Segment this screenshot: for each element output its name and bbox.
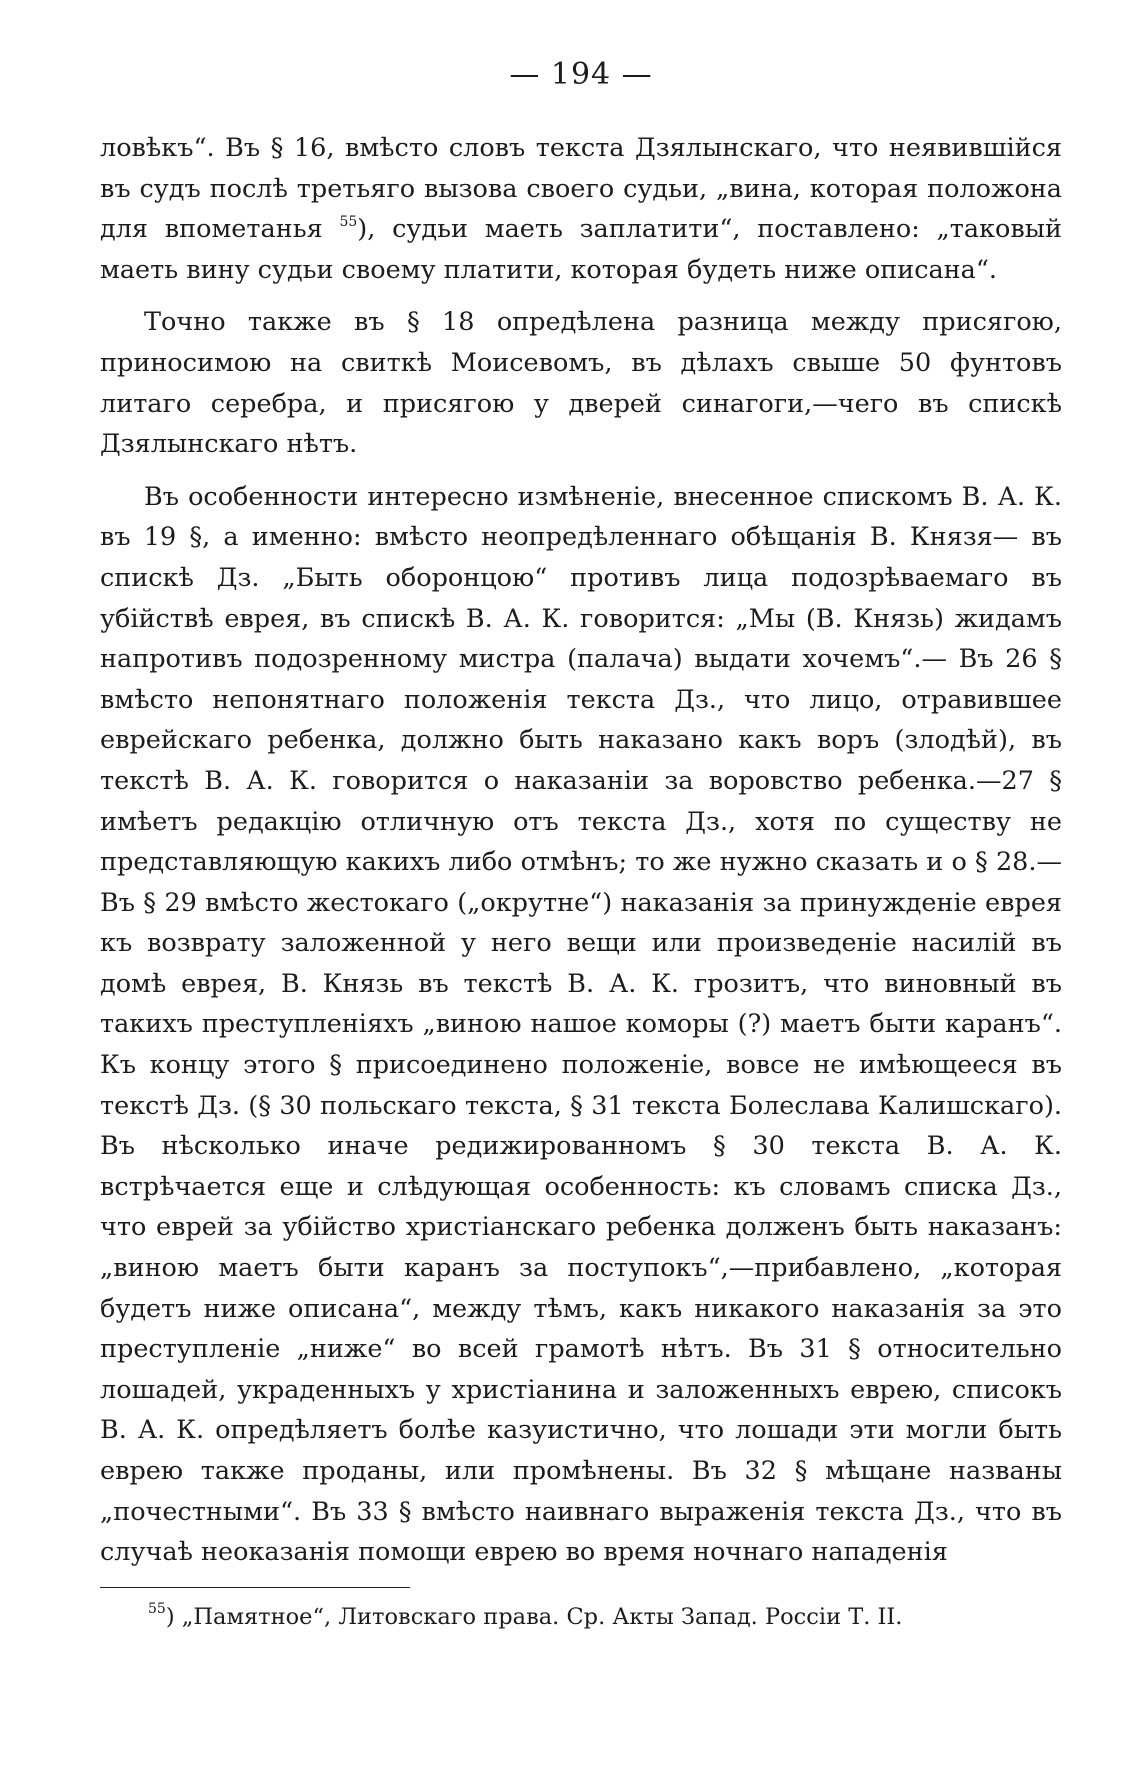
page-number: — 194 —: [509, 57, 653, 92]
paragraph-section-18: Точно также въ § 18 опредѣлена разница между присягою, приносимою на свиткѣ Моисевомъ, въ дѣлахъ свыше 50 фунтовъ литаго серебра, и присягою у дверей синагоги,—чего въ спискѣ Дзялынскаго нѣтъ.: [100, 307, 1062, 460]
footnote: [100, 1602, 1062, 1632]
footnote-divider: [100, 1587, 410, 1588]
footnote-text: ) „Памятное“, Литовскаго права. Ср. Акты Запад. Россіи Т. II.: [165, 1603, 903, 1630]
paragraph-changes: Въ особенности интересно измѣненіе, внесенное спискомъ В. А. К. въ 19 §, а именно: вмѣсто неопредѣленнаго обѣщанія В. Князя— въ спискѣ Дз. „Быть оборонцою“ противъ лица подозрѣваемаго въ убійствѣ еврея, въ спискѣ В. А. К. говорится: „Мы (В. Князь) жидамъ напротивъ подозренному мистра (палача) выдати хочемъ“.— Въ 26 § вмѣсто непонятнаго положенія текста Дз., что лицо, отравившее еврейскаго ребенка, должно быть наказано какъ воръ (злодѣй), въ текстѣ В. А. К. говорится о наказаніи за воровство ребенка.—27 § имѣетъ редакцію отличную отъ текста Дз., хотя по существу не представляющую какихъ либо отмѣнъ; то же нужно сказать и о § 28.—Въ § 29 вмѣсто жестокаго („окрутне“) наказанія за принужденіе еврея къ возврату заложенной у него вещи или произведеніе насилій въ домѣ еврея, В. Князь въ текстѣ В. А. К. грозитъ, что виновный въ такихъ преступленіяхъ „виною нашое коморы (?) маетъ быти каранъ“. Къ концу этого § присоединено положеніе, вовсе не имѣющееся въ текстѣ Дз. (§ 30 польскаго текста, § 31 текста Болеслава Калишскаго). Въ нѣсколько иначе редижированномъ § 30 текста В. А. К. встрѣчается еще и слѣдующая особенность: къ словамъ списка Дз., что еврей за убійство христіанскаго ребенка долженъ быть наказанъ: „виною маетъ быти каранъ за поступокъ“,—прибавлено, „которая будетъ ниже описана“, между тѣмъ, какъ никакого наказанія за это преступленіе „ниже“ во всей грамотѣ нѣтъ. Въ 31 § относительно лошадей, украденныхъ у христіанина и заложенныхъ еврею, списокъ В. А. К. опредѣляетъ болѣе казуистично, что лошади эти могли быть еврею также проданы, или промѣнены. Въ 32 § мѣщане названы „почестными“. Въ 33 § вмѣсто наивнаго выраженія текста Дз., что въ случаѣ неоказанія помощи еврею во время ночнаго нападенія: [100, 481, 1062, 1568]
footnote-marker: 55: [148, 1600, 166, 1617]
paragraph-continuation: [100, 128, 1062, 290]
footnote-reference: 55: [339, 214, 358, 231]
paragraph-text: ловѣкъ“. Въ § 16, вмѣсто словъ текста Дзялынскаго, что неявившійся въ судъ послѣ третьяго вызова своего судьи, „вина, которая положона для впометанья: [100, 133, 1062, 245]
paragraph-text-continued: ), судьи маеть заплатити“, поставлено: „таковый маеть вину судьи своему платити, которая будеть ниже описана“.: [100, 214, 1063, 285]
